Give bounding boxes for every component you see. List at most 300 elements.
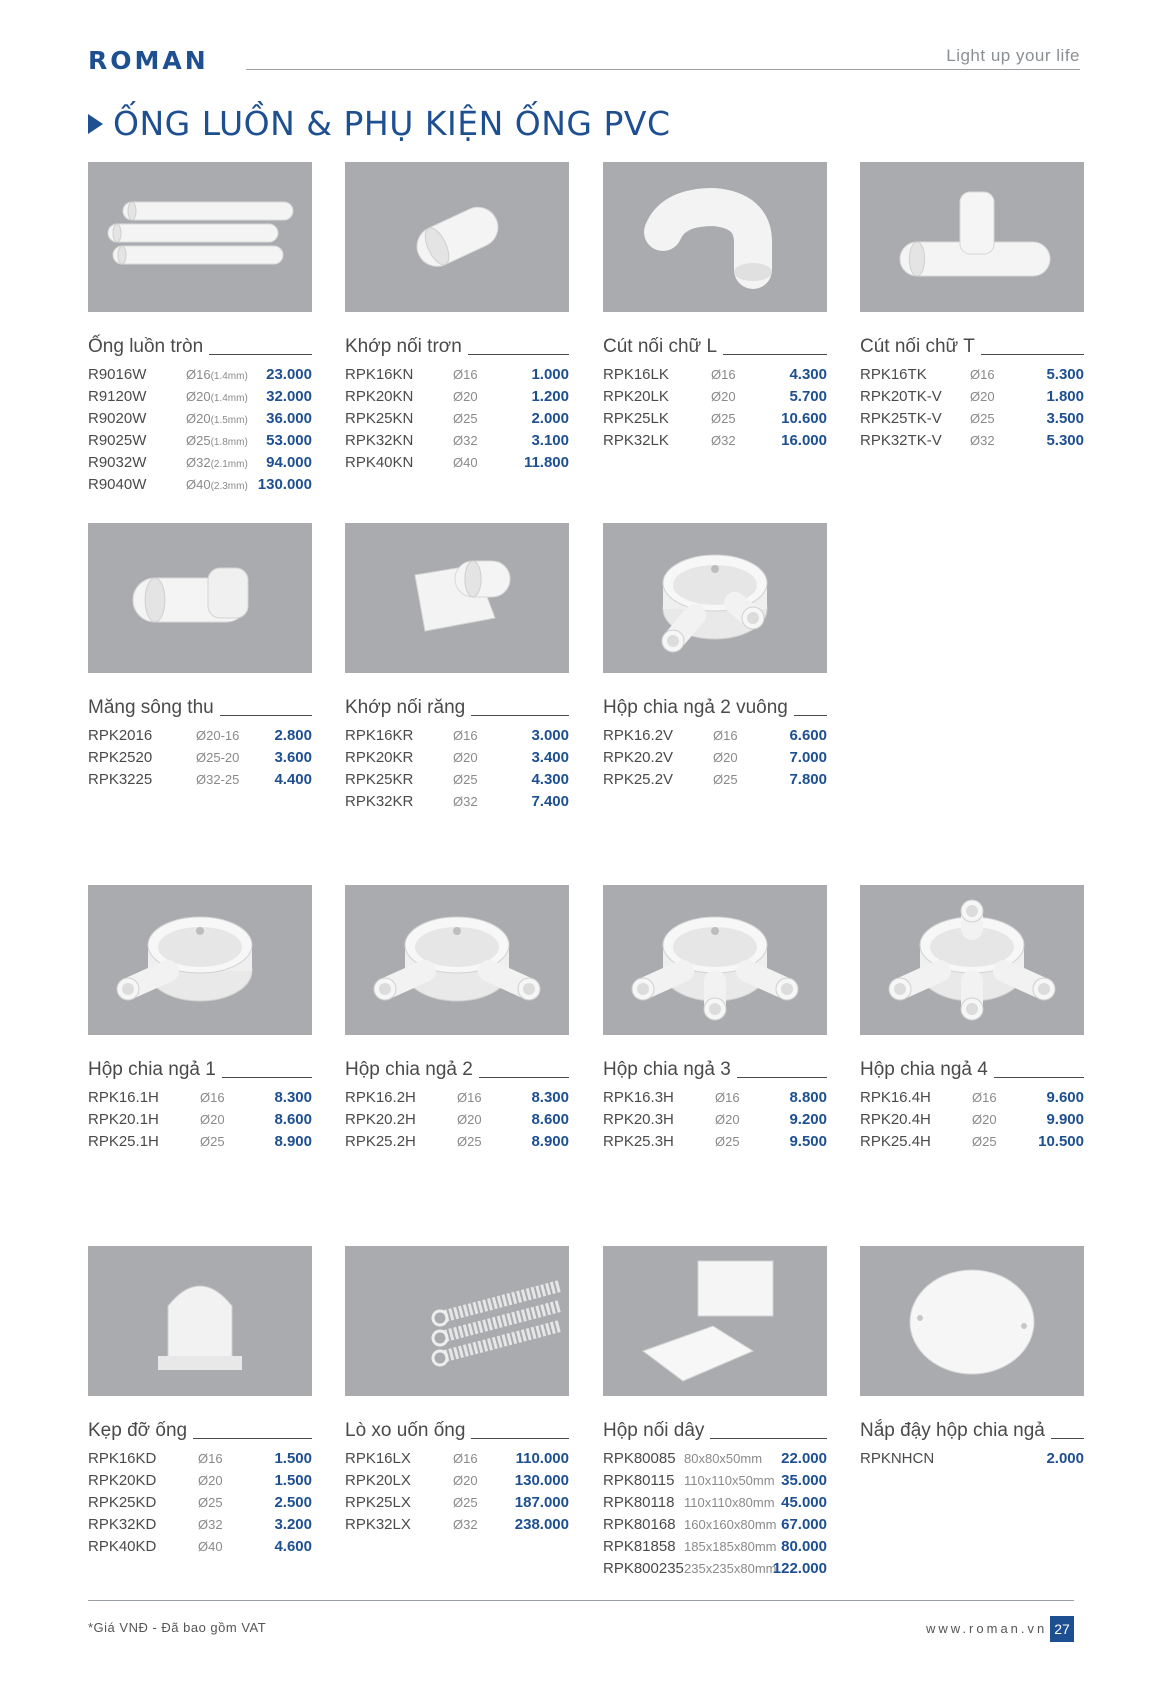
product-row xyxy=(603,769,827,791)
junction-box-3-way-image xyxy=(603,885,827,1035)
product-code: RPK16.1H xyxy=(88,1089,159,1106)
product-spec xyxy=(457,1090,482,1105)
product-spec xyxy=(453,411,478,426)
product-spec xyxy=(713,728,738,743)
product-price: 9.200 xyxy=(789,1111,827,1128)
product-price: 7.800 xyxy=(789,771,827,788)
product-price: 3.100 xyxy=(531,432,569,449)
product-price-list xyxy=(860,1448,1084,1470)
product-name-row xyxy=(345,334,569,358)
junction-box-2-angle-image xyxy=(603,523,827,673)
spec-value: Ø25 xyxy=(453,411,478,426)
product-price-list xyxy=(603,364,827,452)
spec-value: Ø20 xyxy=(453,750,478,765)
product-row xyxy=(603,1109,827,1131)
product-price: 4.600 xyxy=(274,1538,312,1555)
product-spec xyxy=(453,1451,478,1466)
product-code: RPK16.2V xyxy=(603,727,674,744)
website-link[interactable]: www.roman.vn xyxy=(926,1621,1048,1636)
product-row xyxy=(860,430,1084,452)
product-row xyxy=(88,1536,312,1558)
spec-value: Ø25 xyxy=(200,1134,225,1149)
product-row xyxy=(345,408,569,430)
product-spec xyxy=(970,389,995,404)
product-row xyxy=(345,452,569,474)
spec-value: Ø16 xyxy=(200,1090,225,1105)
product-price: 67.000 xyxy=(781,1516,827,1533)
product-row xyxy=(88,386,312,408)
product-price: 9.500 xyxy=(789,1133,827,1150)
product-illustration xyxy=(345,885,569,1035)
product-spec xyxy=(453,772,478,787)
product-spec xyxy=(198,1517,223,1532)
product-row xyxy=(88,1448,312,1470)
product-price: 8.600 xyxy=(531,1111,569,1128)
spec-value: Ø25-20 xyxy=(196,750,240,765)
product-code: RPK25.4H xyxy=(860,1133,931,1150)
product-price: 1.500 xyxy=(274,1472,312,1489)
spec-value: 160x160x80mm xyxy=(684,1517,777,1532)
product-row xyxy=(88,1109,312,1131)
spec-value: Ø16 xyxy=(198,1451,223,1466)
product-code: RPK20.2V xyxy=(603,749,674,766)
spec-value: Ø32 xyxy=(198,1517,223,1532)
spec-value: Ø20 xyxy=(457,1112,482,1127)
product-row xyxy=(603,1492,827,1514)
spec-value: Ø32 xyxy=(453,1517,478,1532)
product-code: RPK40KD xyxy=(88,1538,157,1555)
spec-value: Ø25 xyxy=(186,433,211,448)
product-illustration xyxy=(88,162,312,312)
product-price: 187.000 xyxy=(514,1494,569,1511)
product-illustration xyxy=(88,885,312,1035)
product-code: RPK25.3H xyxy=(603,1133,674,1150)
product-price: 53.000 xyxy=(266,432,312,449)
product-row xyxy=(603,1514,827,1536)
product-spec xyxy=(711,389,736,404)
product-row xyxy=(345,1492,569,1514)
product-spec xyxy=(453,433,478,448)
product-row xyxy=(88,430,312,452)
product-price: 2.800 xyxy=(274,727,312,744)
spec-value: Ø25 xyxy=(972,1134,997,1149)
product-price: 7.000 xyxy=(789,749,827,766)
product-name-row xyxy=(345,1057,569,1081)
product-spec xyxy=(713,772,738,787)
product-code: RPK32LK xyxy=(603,432,669,449)
product-code: RPK16KD xyxy=(88,1450,157,1467)
tee-image xyxy=(860,162,1084,312)
spec-value: Ø20 xyxy=(453,389,478,404)
product-code: R9025W xyxy=(88,432,147,449)
product-row xyxy=(88,474,312,496)
section-title xyxy=(88,104,670,143)
product-price: 10.600 xyxy=(781,410,827,427)
product-price: 3.500 xyxy=(1046,410,1084,427)
spec-value: Ø32 xyxy=(453,794,478,809)
product-row xyxy=(345,1109,569,1131)
product-spec xyxy=(186,367,248,382)
product-name: Hộp chia ngả 3 xyxy=(603,1059,737,1081)
product-price-list xyxy=(860,364,1084,452)
spec-value: Ø20 xyxy=(711,389,736,404)
product-spec xyxy=(200,1090,225,1105)
product-illustration xyxy=(603,523,827,673)
product-row xyxy=(603,408,827,430)
product-code: RPK16.4H xyxy=(860,1089,931,1106)
product-name: Hộp chia ngả 2 xyxy=(345,1059,479,1081)
product-spec xyxy=(684,1473,775,1488)
product-name: Cút nối chữ L xyxy=(603,336,723,358)
product-code: RPK800235 xyxy=(603,1560,684,1577)
product-price: 110.000 xyxy=(515,1450,569,1467)
spec-value: Ø20 xyxy=(970,389,995,404)
spec-value: Ø20 xyxy=(200,1112,225,1127)
product-spec xyxy=(970,411,995,426)
square-box-image xyxy=(603,1246,827,1396)
product-name: Khớp nối trơn xyxy=(345,336,468,358)
round-cover-image xyxy=(860,1246,1084,1396)
product-price-list xyxy=(603,1448,827,1580)
product-row xyxy=(345,1514,569,1536)
product-spec xyxy=(198,1495,223,1510)
product-code: RPK32TK-V xyxy=(860,432,942,449)
product-row xyxy=(345,769,569,791)
product-spec xyxy=(711,411,736,426)
product-name-row xyxy=(88,1057,312,1081)
product-spec xyxy=(972,1112,997,1127)
product-spec xyxy=(186,477,248,492)
product-price: 8.900 xyxy=(531,1133,569,1150)
product-illustration xyxy=(860,162,1084,312)
spec-value: Ø16 xyxy=(457,1090,482,1105)
spec-value: Ø25 xyxy=(711,411,736,426)
product-price: 8.900 xyxy=(274,1133,312,1150)
spec-value: Ø25 xyxy=(453,772,478,787)
product-price: 23.000 xyxy=(266,366,312,383)
product-spec xyxy=(713,750,738,765)
product-price: 9.900 xyxy=(1046,1111,1084,1128)
product-spec xyxy=(715,1112,740,1127)
product-name: Măng sông thu xyxy=(88,697,220,719)
spec-note: (1.5mm) xyxy=(210,415,248,426)
product-row xyxy=(345,364,569,386)
spec-value: Ø25 xyxy=(713,772,738,787)
product-code: R9020W xyxy=(88,410,147,427)
spec-value: Ø20 xyxy=(715,1112,740,1127)
product-spec xyxy=(453,1495,478,1510)
product-spec xyxy=(453,455,478,470)
product-row xyxy=(603,1448,827,1470)
spec-value: Ø40 xyxy=(186,477,211,492)
page-number: 27 xyxy=(1050,1616,1074,1642)
spec-value: Ø40 xyxy=(198,1539,223,1554)
price-note: *Giá VNĐ - Đã bao gồm VAT xyxy=(88,1620,267,1635)
spec-value: Ø25 xyxy=(198,1495,223,1510)
product-spec xyxy=(715,1090,740,1105)
product-row xyxy=(603,747,827,769)
product-code: RPK25.2V xyxy=(603,771,674,788)
product-price: 32.000 xyxy=(266,388,312,405)
tagline: Light up your life xyxy=(946,46,1080,65)
product-row xyxy=(603,1536,827,1558)
product-price: 130.000 xyxy=(257,476,312,493)
product-spec xyxy=(457,1112,482,1127)
product-price: 3.000 xyxy=(531,727,569,744)
product-spec xyxy=(453,1473,478,1488)
spec-value: Ø16 xyxy=(453,1451,478,1466)
spec-value: Ø32 xyxy=(453,433,478,448)
product-code: RPK80168 xyxy=(603,1516,676,1533)
product-spec xyxy=(453,1517,478,1532)
reducer-image xyxy=(88,523,312,673)
product-row xyxy=(345,747,569,769)
spec-value: Ø16 xyxy=(970,367,995,382)
product-code: RPK32KR xyxy=(345,793,414,810)
product-row xyxy=(345,725,569,747)
product-name-row xyxy=(88,1418,312,1442)
spec-value: Ø16 xyxy=(453,728,478,743)
product-row xyxy=(603,1470,827,1492)
product-code: RPK20KD xyxy=(88,1472,157,1489)
product-code: R9120W xyxy=(88,388,147,405)
product-price-list xyxy=(603,1087,827,1153)
product-spec xyxy=(684,1561,777,1576)
product-row xyxy=(603,364,827,386)
spec-value: Ø16 xyxy=(972,1090,997,1105)
product-price: 4.300 xyxy=(531,771,569,788)
header-divider xyxy=(246,69,1080,70)
product-illustration xyxy=(88,523,312,673)
product-price-list xyxy=(88,364,312,496)
spec-value: 235x235x80mm xyxy=(684,1561,777,1576)
product-spec xyxy=(200,1134,225,1149)
product-illustration xyxy=(345,1246,569,1396)
product-code: RPK32KD xyxy=(88,1516,157,1533)
spec-note: (1.4mm) xyxy=(210,371,248,382)
product-row xyxy=(345,386,569,408)
product-row xyxy=(345,1131,569,1153)
product-row xyxy=(88,1087,312,1109)
product-price: 2.000 xyxy=(531,410,569,427)
spec-value: Ø25 xyxy=(453,1495,478,1510)
product-spec xyxy=(972,1134,997,1149)
product-row xyxy=(603,1558,827,1580)
product-code: RPK20LK xyxy=(603,388,669,405)
product-price-list xyxy=(345,725,569,813)
product-price: 2.500 xyxy=(274,1494,312,1511)
product-code: RPK20.2H xyxy=(345,1111,416,1128)
product-spec xyxy=(453,367,478,382)
product-name: Hộp nối dây xyxy=(603,1420,710,1442)
product-code: RPK20KN xyxy=(345,388,414,405)
product-price: 45.000 xyxy=(781,1494,827,1511)
product-row xyxy=(860,1087,1084,1109)
spec-value: Ø32-25 xyxy=(196,772,240,787)
product-price-list xyxy=(860,1087,1084,1153)
product-spec xyxy=(198,1451,223,1466)
product-price: 16.000 xyxy=(781,432,827,449)
product-row xyxy=(860,1448,1084,1470)
product-illustration xyxy=(860,885,1084,1035)
product-code: R9032W xyxy=(88,454,147,471)
spec-value: Ø25 xyxy=(457,1134,482,1149)
spec-value: Ø20 xyxy=(972,1112,997,1127)
product-price: 10.500 xyxy=(1038,1133,1084,1150)
product-name-row xyxy=(345,1418,569,1442)
product-spec xyxy=(453,794,478,809)
product-row xyxy=(860,364,1084,386)
spec-value: Ø16 xyxy=(186,367,211,382)
product-price: 8.600 xyxy=(274,1111,312,1128)
product-price: 35.000 xyxy=(781,1472,827,1489)
product-code: RPK32LX xyxy=(345,1516,411,1533)
product-name: Kẹp đỡ ống xyxy=(88,1420,193,1442)
product-name-row xyxy=(88,334,312,358)
product-price: 9.600 xyxy=(1046,1089,1084,1106)
product-row xyxy=(345,791,569,813)
product-spec xyxy=(684,1539,777,1554)
product-price: 238.000 xyxy=(514,1516,569,1533)
product-name: Nắp đậy hộp chia ngả xyxy=(860,1420,1051,1442)
roman-logo: ROMAN xyxy=(88,46,209,75)
product-code: RPK80085 xyxy=(603,1450,676,1467)
product-row xyxy=(345,430,569,452)
product-price: 8.300 xyxy=(531,1089,569,1106)
product-spec xyxy=(198,1539,223,1554)
product-name-row xyxy=(860,1057,1084,1081)
product-code: RPK3225 xyxy=(88,771,153,788)
product-spec xyxy=(453,389,478,404)
product-spec xyxy=(970,433,995,448)
product-code: RPK20KR xyxy=(345,749,414,766)
page-header xyxy=(88,44,1080,84)
product-price: 3.600 xyxy=(274,749,312,766)
product-price-list xyxy=(88,725,312,791)
product-name: Cút nối chữ T xyxy=(860,336,981,358)
product-row xyxy=(88,769,312,791)
product-spec xyxy=(453,728,478,743)
product-code: RPK16LX xyxy=(345,1450,411,1467)
product-code: RPK16.2H xyxy=(345,1089,416,1106)
product-price-list xyxy=(345,364,569,474)
product-price: 3.400 xyxy=(531,749,569,766)
product-row xyxy=(88,725,312,747)
product-price: 2.000 xyxy=(1046,1450,1084,1467)
product-spec xyxy=(711,367,736,382)
product-name-row xyxy=(603,1418,827,1442)
product-code: RPK25KN xyxy=(345,410,414,427)
product-row xyxy=(88,1470,312,1492)
product-code: RPK25LK xyxy=(603,410,669,427)
spec-value: Ø32 xyxy=(186,455,211,470)
product-price: 122.000 xyxy=(772,1560,827,1577)
product-spec xyxy=(453,750,478,765)
product-code: RPK25.1H xyxy=(88,1133,159,1150)
product-code: RPK40KN xyxy=(345,454,414,471)
product-code: RPK20LX xyxy=(345,1472,411,1489)
product-name: Lò xo uốn ống xyxy=(345,1420,471,1442)
product-code: R9040W xyxy=(88,476,147,493)
product-code: RPK20.4H xyxy=(860,1111,931,1128)
product-price: 1.000 xyxy=(531,366,569,383)
product-code: RPK80115 xyxy=(603,1472,675,1489)
product-price: 3.200 xyxy=(274,1516,312,1533)
product-illustration xyxy=(603,162,827,312)
product-row xyxy=(860,386,1084,408)
product-code: RPKNHCN xyxy=(860,1450,935,1467)
product-code: RPK16LK xyxy=(603,366,669,383)
product-spec xyxy=(684,1451,762,1466)
product-spec xyxy=(200,1112,225,1127)
spec-value: 110x110x50mm xyxy=(684,1473,775,1488)
spec-value: Ø20 xyxy=(198,1473,223,1488)
product-price: 36.000 xyxy=(266,410,312,427)
spec-value: Ø16 xyxy=(711,367,736,382)
product-price: 130.000 xyxy=(514,1472,569,1489)
product-code: RPK20TK-V xyxy=(860,388,942,405)
product-price-list xyxy=(88,1087,312,1153)
product-name: Ống luồn tròn xyxy=(88,336,209,358)
product-code: RPK16TK xyxy=(860,366,927,383)
spec-note: (1.8mm) xyxy=(210,437,248,448)
product-row xyxy=(603,386,827,408)
product-row xyxy=(603,430,827,452)
product-spec xyxy=(186,411,248,426)
product-name: Hộp chia ngả 2 vuông xyxy=(603,697,794,719)
product-spec xyxy=(970,367,995,382)
product-code: RPK25KR xyxy=(345,771,414,788)
product-code: R9016W xyxy=(88,366,147,383)
product-row xyxy=(860,1109,1084,1131)
product-price: 8.800 xyxy=(789,1089,827,1106)
product-spec xyxy=(186,389,248,404)
product-row xyxy=(345,1470,569,1492)
product-price: 8.300 xyxy=(274,1089,312,1106)
product-row xyxy=(603,725,827,747)
product-row xyxy=(345,1448,569,1470)
product-row xyxy=(88,408,312,430)
product-price-list xyxy=(345,1087,569,1153)
product-illustration xyxy=(345,523,569,673)
junction-box-1-way-image xyxy=(88,885,312,1035)
junction-box-4-way-image xyxy=(860,885,1084,1035)
product-price: 4.300 xyxy=(789,366,827,383)
product-spec xyxy=(684,1495,775,1510)
product-price-list xyxy=(88,1448,312,1558)
product-code: RPK25KD xyxy=(88,1494,157,1511)
threaded-adapter-image xyxy=(345,523,569,673)
product-price: 7.400 xyxy=(531,793,569,810)
product-name: Khớp nối răng xyxy=(345,697,471,719)
spec-value: Ø25 xyxy=(715,1134,740,1149)
spec-value: 110x110x80mm xyxy=(684,1495,775,1510)
spec-value: Ø16 xyxy=(453,367,478,382)
pipe-bundle-image xyxy=(88,162,312,312)
product-name-row xyxy=(88,695,312,719)
product-spec xyxy=(196,750,239,765)
spec-value: Ø40 xyxy=(453,455,478,470)
spec-value: Ø20 xyxy=(186,411,211,426)
product-row xyxy=(88,747,312,769)
pipe-clip-image xyxy=(88,1246,312,1396)
product-price: 22.000 xyxy=(781,1450,827,1467)
spec-value: Ø25 xyxy=(970,411,995,426)
product-name-row xyxy=(345,695,569,719)
product-price: 94.000 xyxy=(266,454,312,471)
product-price: 6.600 xyxy=(789,727,827,744)
product-spec xyxy=(186,455,248,470)
